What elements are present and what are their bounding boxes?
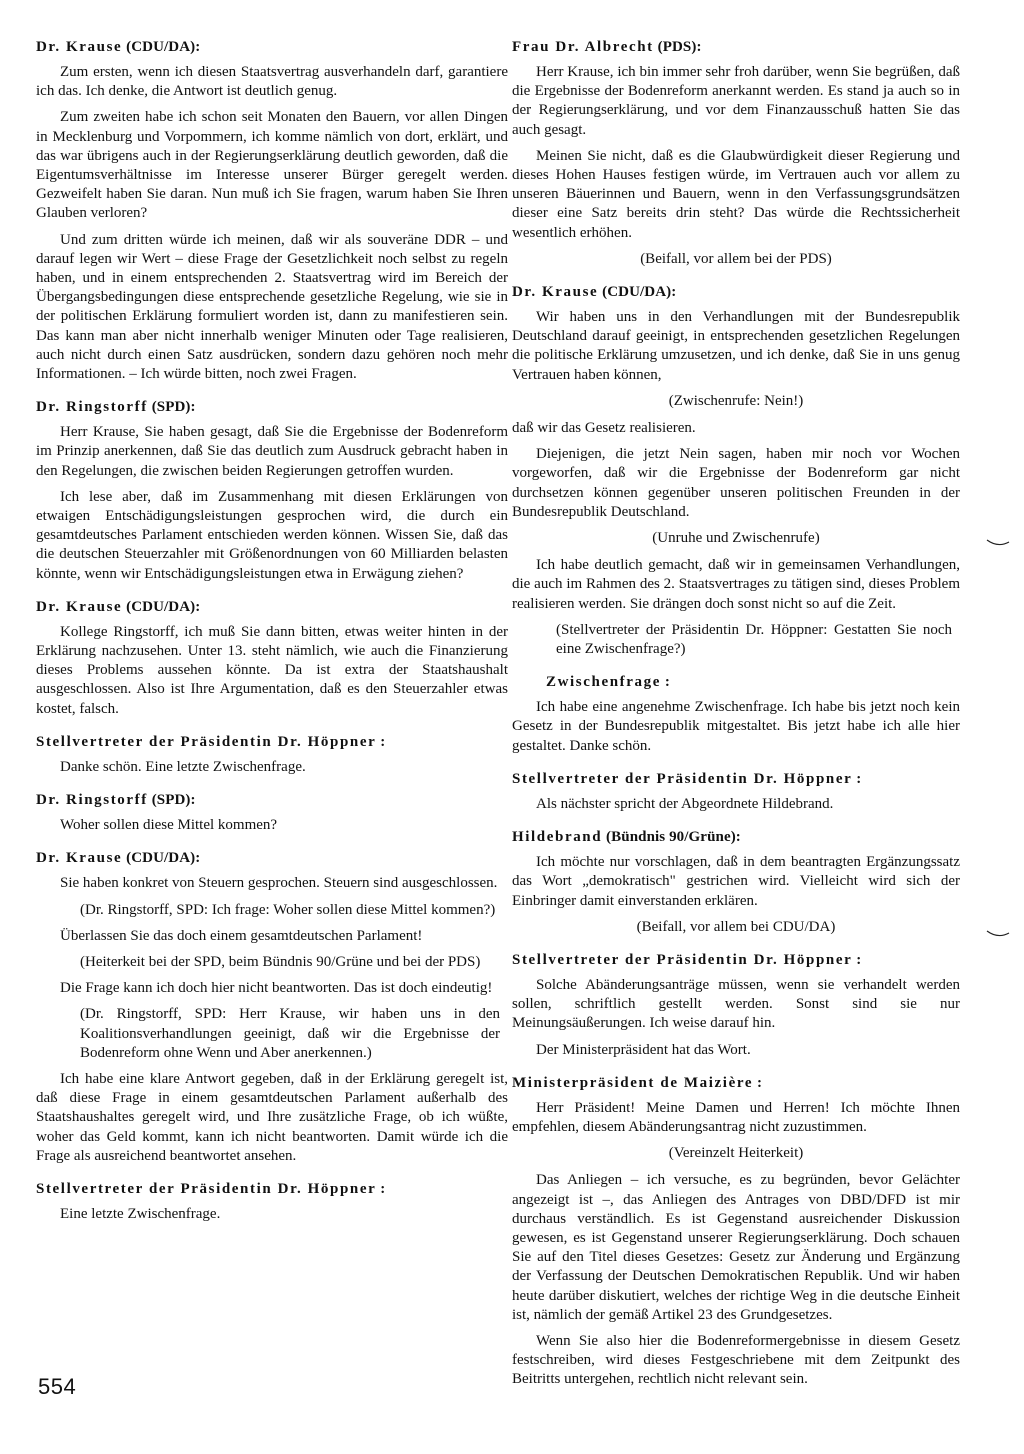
- paragraph: Wir haben uns in den Verhandlungen mit der Bundesrepublik Deutschland darauf geeinigt, in entsprechenden gesetzlichen Regelungen die politische Erklärung umzusetzen, und ich denke, daß Sie in uns genug Vertrauen haben können,: [512, 309, 960, 383]
- speaker-party: :: [856, 951, 862, 968]
- paragraph: Eine letzte Zwischenfrage.: [60, 1205, 221, 1222]
- paragraph: Meinen Sie nicht, daß es die Glaubwürdigkeit dieser Regierung und dieses Hohen Hauses festigen würde, im Vertrauen auch vor allem zu unseren Bäuerinnen und Bauern, wenn in den Verfassungsgrundsätzen dieser eine Satz bereits drin steht? Das würde die Rechtssicherheit wesentlich erhöhen.: [512, 147, 960, 241]
- speaker-party: :: [380, 1180, 386, 1197]
- speaker-name: Dr. Krause: [512, 284, 599, 301]
- speaker-name: Stellvertreter der Präsidentin Dr. Höppner: [36, 1180, 377, 1197]
- speaker-heading: [36, 1180, 508, 1199]
- paragraph: Das Anliegen – ich versuche, es zu begründen, bevor Gelächter angezeigt ist –, das Anliegen des Antrages von DBD/DFD ist mir durchaus verständlich. Es ist Gegenstand ausreichender Diskussion gewesen, es ist Gegenstand unserer Regierungserklärung. Doch schauen Sie auf den Titel dieses Gesetzes: Gesetz zur Änderung und Ergänzung der Verfassung der Deutschen Demokratischen Republik. Und wir haben heute darüber diskutiert, welches der richtige Weg in die deutsche Einheit ist, nämlich der gemäß Artikel 23 des Grundgesetzes.: [512, 1172, 960, 1323]
- paragraph: Zum zweiten habe ich schon seit Monaten den Bauern, vor allen Dingen in Mecklenburg und Vorpommern, ich komme nämlich von dort, erklärt, und das war übrigens auch in der Regierungserklärung deutlich geworden, daß die Eigentumsverhältnisse im Interesse unserer Bürger geregelt werden. Gezweifelt haben Sie daran. Nun muß ich Sie fragen, warum haben Sie Ihren Glauben verloren?: [36, 109, 508, 222]
- speaker-heading: [512, 38, 960, 57]
- interjection: (Unruhe und Zwischenrufe): [652, 530, 820, 547]
- interjection: (Heiterkeit bei der SPD, beim Bündnis 90/Grüne und bei der PDS): [80, 953, 481, 970]
- speaker-party: (CDU/DA):: [126, 850, 201, 867]
- interjection: (Dr. Ringstorff, SPD: Herr Krause, wir haben uns in den Koalitionsverhandlungen geeinigt, daß wir die Ergebnisse der Bodenreform ohne Wenn und Aber anerkennen.): [80, 1006, 500, 1061]
- speaker-party: :: [756, 1074, 763, 1091]
- speaker-heading: [512, 951, 960, 970]
- interjection: (Dr. Ringstorff, SPD: Ich frage: Woher sollen diese Mittel kommen?): [80, 901, 496, 918]
- speaker-party: :: [664, 674, 670, 691]
- interjection: (Zwischenrufe: Nein!): [668, 392, 804, 409]
- paragraph: Ich lese aber, daß im Zusammenhang mit diesen Erklärungen von etwaigen Entschädigungsleistungen gesprochen wird, die durch ein gesamtdeutsches Parlament entschieden werden können. Wissen Sie, daß das die deutschen Steuerzahler mit Größenordnungen von 60 Milliarden belasten könnte, wenn wir Entschädigungsleistungen etwa in Erwägung ziehen?: [36, 488, 508, 582]
- paragraph: Als nächster spricht der Abgeordnete Hildebrand.: [536, 795, 834, 812]
- speaker-heading: [36, 849, 508, 868]
- interjection: (Stellvertreter der Präsidentin Dr. Höppner: Gestatten Sie noch eine Zwischenfrage?): [556, 621, 952, 658]
- speaker-party: :: [380, 733, 386, 750]
- speaker-name: Stellvertreter der Präsidentin Dr. Höppner: [512, 770, 853, 787]
- speaker-heading: [36, 598, 508, 617]
- left-column: [36, 38, 508, 1231]
- speaker-party: (CDU/DA):: [126, 598, 201, 615]
- speaker-name: Stellvertreter der Präsidentin Dr. Höppner: [36, 733, 377, 750]
- paragraph: Zum ersten, wenn ich diesen Staatsvertrag ausverhandeln darf, garantiere ich das. Ich denke, die Antwort ist deutlich genug.: [36, 64, 508, 100]
- paragraph: Wenn Sie also hier die Bodenreformergebnisse in diesem Gesetz festschreiben, wird dieses Festgeschriebene mit dem Zeitpunkt des Beitritts untergehen, rechtlich nicht relevant sein.: [512, 1332, 960, 1388]
- paragraph: Der Ministerpräsident hat das Wort.: [536, 1041, 751, 1058]
- speaker-name: Dr. Ringstorff: [36, 792, 148, 809]
- speaker-heading: [36, 398, 508, 417]
- speaker-name: Stellvertreter der Präsidentin Dr. Höppner: [512, 951, 853, 968]
- speaker-name: Frau Dr. Albrecht: [512, 39, 654, 55]
- margin-mark: [986, 538, 1010, 548]
- speaker-name: Dr. Krause: [36, 850, 123, 867]
- speaker-name: Dr. Ringstorff: [36, 399, 148, 416]
- speaker-heading: [36, 38, 508, 57]
- speaker-heading: [36, 733, 508, 752]
- paragraph: Herr Krause, Sie haben gesagt, daß Sie die Ergebnisse der Bodenreform im Prinzip anerkennen, daß Sie das deutlich zum Ausdruck gebracht haben in den Regelungen, die zwischen beiden Regierungen getroffen wurden.: [36, 424, 508, 479]
- paragraph: Diejenigen, die jetzt Nein sagen, haben mir noch vor Wochen vorgeworfen, daß wir die Ergebnisse der Bodenreform gar nicht durchsetzen können gegenüber unseren politischen Freunden in der Bundesrepublik Deutschland.: [512, 446, 960, 520]
- speaker-heading: [512, 1074, 960, 1093]
- speaker-party: (SPD):: [151, 399, 196, 416]
- speaker-party: (Bündnis 90/Grüne):: [606, 829, 741, 846]
- interjection: (Beifall, vor allem bei der PDS): [640, 250, 832, 267]
- margin-mark: [986, 929, 1010, 939]
- right-column: [512, 38, 960, 1397]
- speaker-party: :: [856, 770, 862, 787]
- paragraph: Ich habe deutlich gemacht, daß wir in gemeinsamen Verhandlungen, die auch im Rahmen des 2. Staatsvertrages zu tätigen sind, dieses Problem realisieren werden. Sie drängen doch sonst nicht so auf die Zeit.: [512, 557, 960, 612]
- paragraph: Und zum dritten würde ich meinen, daß wir als souveräne DDR – und darauf legen wir Wert – diese Frage der Gesetzlichkeit noch selbst zu regeln haben, und in einem entsprechenden 2. Staatsvertrag wird im Bereich der Übergangsbedingungen diese entsprechende gesetzliche Regelung, wie sie in der politischen Erklärung formuliert worden ist, dann zu manifestieren sein. Das kann man aber nicht innerhalb weniger Minuten oder Tage realisieren, auch nicht durch einen Satz ausdrücken, sondern dazu gehören noch mehr Informationen. – Ich würde bitten, noch zwei Fragen.: [36, 231, 508, 383]
- paragraph: Ich habe eine klare Antwort gegeben, daß in der Erklärung geregelt ist, daß diese Frage in einem gesamtdeutschen Parlament außerhalb des Staatshaushaltes geregelt wird, und Ihre zusätzliche Frage, ob ich wüßte, woher das Geld kommt, kann ich nicht beantworten. Damit würde ich die Frage als ausreichend beantwortet ansehen.: [36, 1070, 508, 1164]
- speaker-party: (CDU/DA):: [602, 284, 677, 301]
- paragraph: Kollege Ringstorff, ich muß Sie dann bitten, etwas weiter hinten in der Erklärung nachzusehen. Unter 13. steht nämlich, wie auch die Finanzierung dieses Problems aussehen könnte. Da ist extra der Staatshaushalt ausgeschlossen. Also ist Ihre Argumentation, daß es den Steuerzahler etwas kostet, falsch.: [36, 623, 508, 717]
- speaker-heading: [36, 791, 508, 810]
- interjection: (Beifall, vor allem bei CDU/DA): [636, 918, 836, 935]
- paragraph: Herr Krause, ich bin immer sehr froh darüber, wenn Sie begrüßen, daß die Ergebnisse der Bodenreform anerkannt werden. Es stand ja auch so in der Regierungserklärung, und vor dem Finanzausschuß hatten Sie das auch gesagt.: [512, 64, 960, 138]
- speaker-heading: [546, 673, 960, 692]
- speaker-name: Zwischenfrage: [546, 674, 661, 691]
- speaker-name: Dr. Krause: [36, 598, 123, 615]
- speaker-party: (SPD):: [151, 792, 196, 809]
- speaker-name: Hildebrand: [512, 829, 603, 846]
- paragraph: Woher sollen diese Mittel kommen?: [60, 817, 278, 834]
- paragraph: Solche Abänderungsanträge müssen, wenn sie verhandelt werden sollen, schriftlich gestellt werden. Sonst sind sie nur Meinungsäußerungen. Ich weise darauf hin.: [512, 976, 960, 1032]
- paragraph: Überlassen Sie das doch einem gesamtdeutschen Parlament!: [60, 927, 423, 944]
- paragraph: Ich möchte nur vorschlagen, daß in dem beantragten Ergänzungssatz das Wort „demokratisch" gestrichen wird. Vielleicht wird sich der Einbringer damit einverstanden erklären.: [512, 854, 960, 909]
- speaker-party: (PDS):: [657, 39, 702, 55]
- paragraph: Herr Präsident! Meine Damen und Herren! Ich möchte Ihnen empfehlen, diesem Abänderungsantrag nicht zuzustimmen.: [512, 1099, 960, 1135]
- interjection: (Vereinzelt Heiterkeit): [668, 1145, 804, 1162]
- speaker-heading: [512, 828, 960, 847]
- speaker-party: (CDU/DA):: [126, 39, 201, 55]
- page-number: 554: [38, 1374, 77, 1399]
- paragraph: Sie haben konkret von Steuern gesprochen. Steuern sind ausgeschlossen.: [60, 875, 498, 892]
- speaker-name: Dr. Krause: [36, 39, 123, 55]
- paragraph: daß wir das Gesetz realisieren.: [512, 420, 696, 437]
- paragraph: Ich habe eine angenehme Zwischenfrage. Ich habe bis jetzt noch kein Gesetz in der Bundesrepublik mitgestaltet. Bis jetzt habe ich alle hier gestaltet. Danke schön.: [512, 699, 960, 754]
- speaker-heading: [512, 770, 960, 789]
- speaker-name: Ministerpräsident de Maizière: [512, 1074, 754, 1091]
- paragraph: Danke schön. Eine letzte Zwischenfrage.: [60, 758, 306, 775]
- paragraph: Die Frage kann ich doch hier nicht beantworten. Das ist doch eindeutig!: [60, 980, 493, 997]
- speaker-heading: [512, 283, 960, 302]
